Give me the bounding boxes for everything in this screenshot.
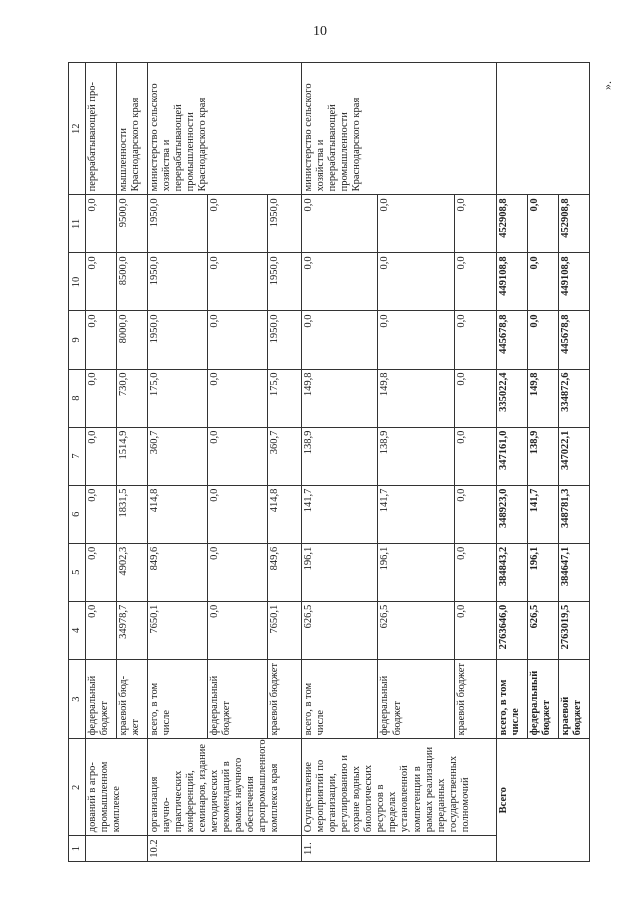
value-cell: 0,0 [208,369,268,427]
value-cell: 0,0 [86,195,117,253]
value-cell: 360,7 [147,427,207,485]
value-cell: 196,1 [378,543,454,601]
source-cell: федеральный бюджет [528,659,559,739]
value-cell: 0,0 [454,253,497,311]
total-label-cell: Всего [497,739,590,862]
value-cell: 0,0 [454,369,497,427]
rotated-table-frame [68,62,590,862]
total-value-cell: 0,0 [528,195,559,253]
item-description-cell: организация научно-практических конференций, семинаров, издание методических рекомендаций в рамках научного обеспечения агропромышленного комплекса края [147,739,301,836]
source-cell: федеральный бюджет [208,659,268,739]
source-cell: всего, в том числе [147,659,207,739]
column-header: 11 [69,195,86,253]
value-cell: 0,0 [86,485,117,543]
value-cell: 0,0 [301,195,377,253]
value-cell: 0,0 [378,253,454,311]
item-description-cell: дований в агро-промышленном комплексе [86,739,148,836]
value-cell: 175,0 [268,369,302,427]
value-cell: 0,0 [208,485,268,543]
value-cell: 0,0 [454,311,497,369]
table-row [86,63,117,862]
value-cell: 141,7 [301,485,377,543]
total-value-cell: 0,0 [528,253,559,311]
value-cell: 4902,3 [116,543,147,601]
column-header: 4 [69,601,86,659]
value-cell: 149,8 [301,369,377,427]
value-cell: 138,9 [301,427,377,485]
total-value-cell: 452908,8 [559,195,590,253]
source-cell: краевой бюджет [559,659,590,739]
column-header: 10 [69,253,86,311]
item-description-cell: Осуществление мероприятий по организации, регулированию и охране водных биологических ресурсов в пределах установленной компетенции в рамках реализации переданных государственных полномочий [301,739,496,836]
value-cell: 626,5 [301,601,377,659]
value-cell: 7650,1 [147,601,207,659]
column-header: 1 [69,836,86,862]
total-value-cell: 384647,1 [559,543,590,601]
column-header: 5 [69,543,86,601]
value-cell: 141,7 [378,485,454,543]
value-cell: 0,0 [86,601,117,659]
rotated-table-container [68,62,590,862]
value-cell: 0,0 [86,253,117,311]
value-cell: 0,0 [454,427,497,485]
source-cell: краевой бюд-жет [116,659,147,739]
value-cell: 1950,0 [147,253,207,311]
value-cell: 1950,0 [268,311,302,369]
total-value-cell: 626,5 [528,601,559,659]
page-number: 10 [313,24,327,39]
table-row [147,63,207,862]
value-cell: 626,5 [378,601,454,659]
column-header: 8 [69,369,86,427]
header-row [69,63,86,862]
item-number-cell: 10.2 [147,836,301,862]
value-cell: 0,0 [208,311,268,369]
value-cell: 414,8 [147,485,207,543]
value-cell: 0,0 [454,543,497,601]
value-cell: 849,6 [147,543,207,601]
total-row [497,63,528,862]
value-cell: 0,0 [208,427,268,485]
value-cell: 849,6 [268,543,302,601]
source-cell: всего, в том числе [497,659,528,739]
source-cell: краевой бюджет [268,659,302,739]
total-value-cell: 196,1 [528,543,559,601]
source-cell: федеральный бюджет [86,659,117,739]
budget-table [68,62,590,862]
value-cell: 0,0 [454,601,497,659]
executor-cell [497,63,590,195]
column-header: 3 [69,659,86,739]
total-value-cell: 449108,8 [497,253,528,311]
value-cell: 196,1 [301,543,377,601]
column-header: 6 [69,485,86,543]
value-cell: 0,0 [454,485,497,543]
value-cell: 8000,0 [116,311,147,369]
value-cell: 1514,9 [116,427,147,485]
total-value-cell: 149,8 [528,369,559,427]
value-cell: 0,0 [454,195,497,253]
value-cell: 0,0 [86,311,117,369]
source-cell: всего, в том числе [301,659,377,739]
value-cell: 0,0 [208,601,268,659]
value-cell: 1950,0 [147,195,207,253]
value-cell: 0,0 [378,195,454,253]
total-value-cell: 2763019,5 [559,601,590,659]
value-cell: 1831,5 [116,485,147,543]
value-cell: 0,0 [86,427,117,485]
column-header: 9 [69,311,86,369]
total-value-cell: 452908,8 [497,195,528,253]
total-value-cell: 347161,0 [497,427,528,485]
value-cell: 1950,0 [147,311,207,369]
total-value-cell: 384843,2 [497,543,528,601]
value-cell: 414,8 [268,485,302,543]
value-cell: 0,0 [208,195,268,253]
executor-cell: министерство сельского хозяйства и перерабатывающей промышленности Краснодарского края [301,63,496,195]
value-cell: 1950,0 [268,253,302,311]
value-cell: 1950,0 [268,195,302,253]
total-value-cell: 445678,8 [497,311,528,369]
value-cell: 9500,0 [116,195,147,253]
total-value-cell: 449108,8 [559,253,590,311]
value-cell: 730,0 [116,369,147,427]
value-cell: 149,8 [378,369,454,427]
total-value-cell: 138,9 [528,427,559,485]
executor-cell: мышленности Краснодарского края [116,63,147,195]
value-cell: 34978,7 [116,601,147,659]
value-cell: 360,7 [268,427,302,485]
value-cell: 0,0 [378,311,454,369]
source-cell: краевой бюджет [454,659,497,739]
value-cell: 8500,0 [116,253,147,311]
column-header: 2 [69,739,86,836]
total-value-cell: 334872,6 [559,369,590,427]
value-cell: 175,0 [147,369,207,427]
value-cell: 0,0 [301,311,377,369]
total-value-cell: 0,0 [528,311,559,369]
value-cell: 0,0 [301,253,377,311]
item-number-cell [86,836,148,862]
executor-cell: министерство сельского хозяйства и перерабатывающей промышленности Краснодарского края [147,63,301,195]
source-cell: федеральный бюджет [378,659,454,739]
closing-quote: ». [600,81,614,90]
value-cell: 7650,1 [268,601,302,659]
total-value-cell: 2763646,0 [497,601,528,659]
value-cell: 0,0 [208,253,268,311]
value-cell: 0,0 [86,543,117,601]
total-value-cell: 141,7 [528,485,559,543]
total-value-cell: 348781,3 [559,485,590,543]
executor-cell: перерабатывающей про- [86,63,117,195]
value-cell: 0,0 [208,543,268,601]
column-header: 12 [69,63,86,195]
table-row [301,63,377,862]
column-header: 7 [69,427,86,485]
value-cell: 138,9 [378,427,454,485]
total-value-cell: 445678,8 [559,311,590,369]
total-value-cell: 335022,4 [497,369,528,427]
total-value-cell: 348923,0 [497,485,528,543]
total-value-cell: 347022,1 [559,427,590,485]
item-number-cell: 11. [301,836,496,862]
value-cell: 0,0 [86,369,117,427]
